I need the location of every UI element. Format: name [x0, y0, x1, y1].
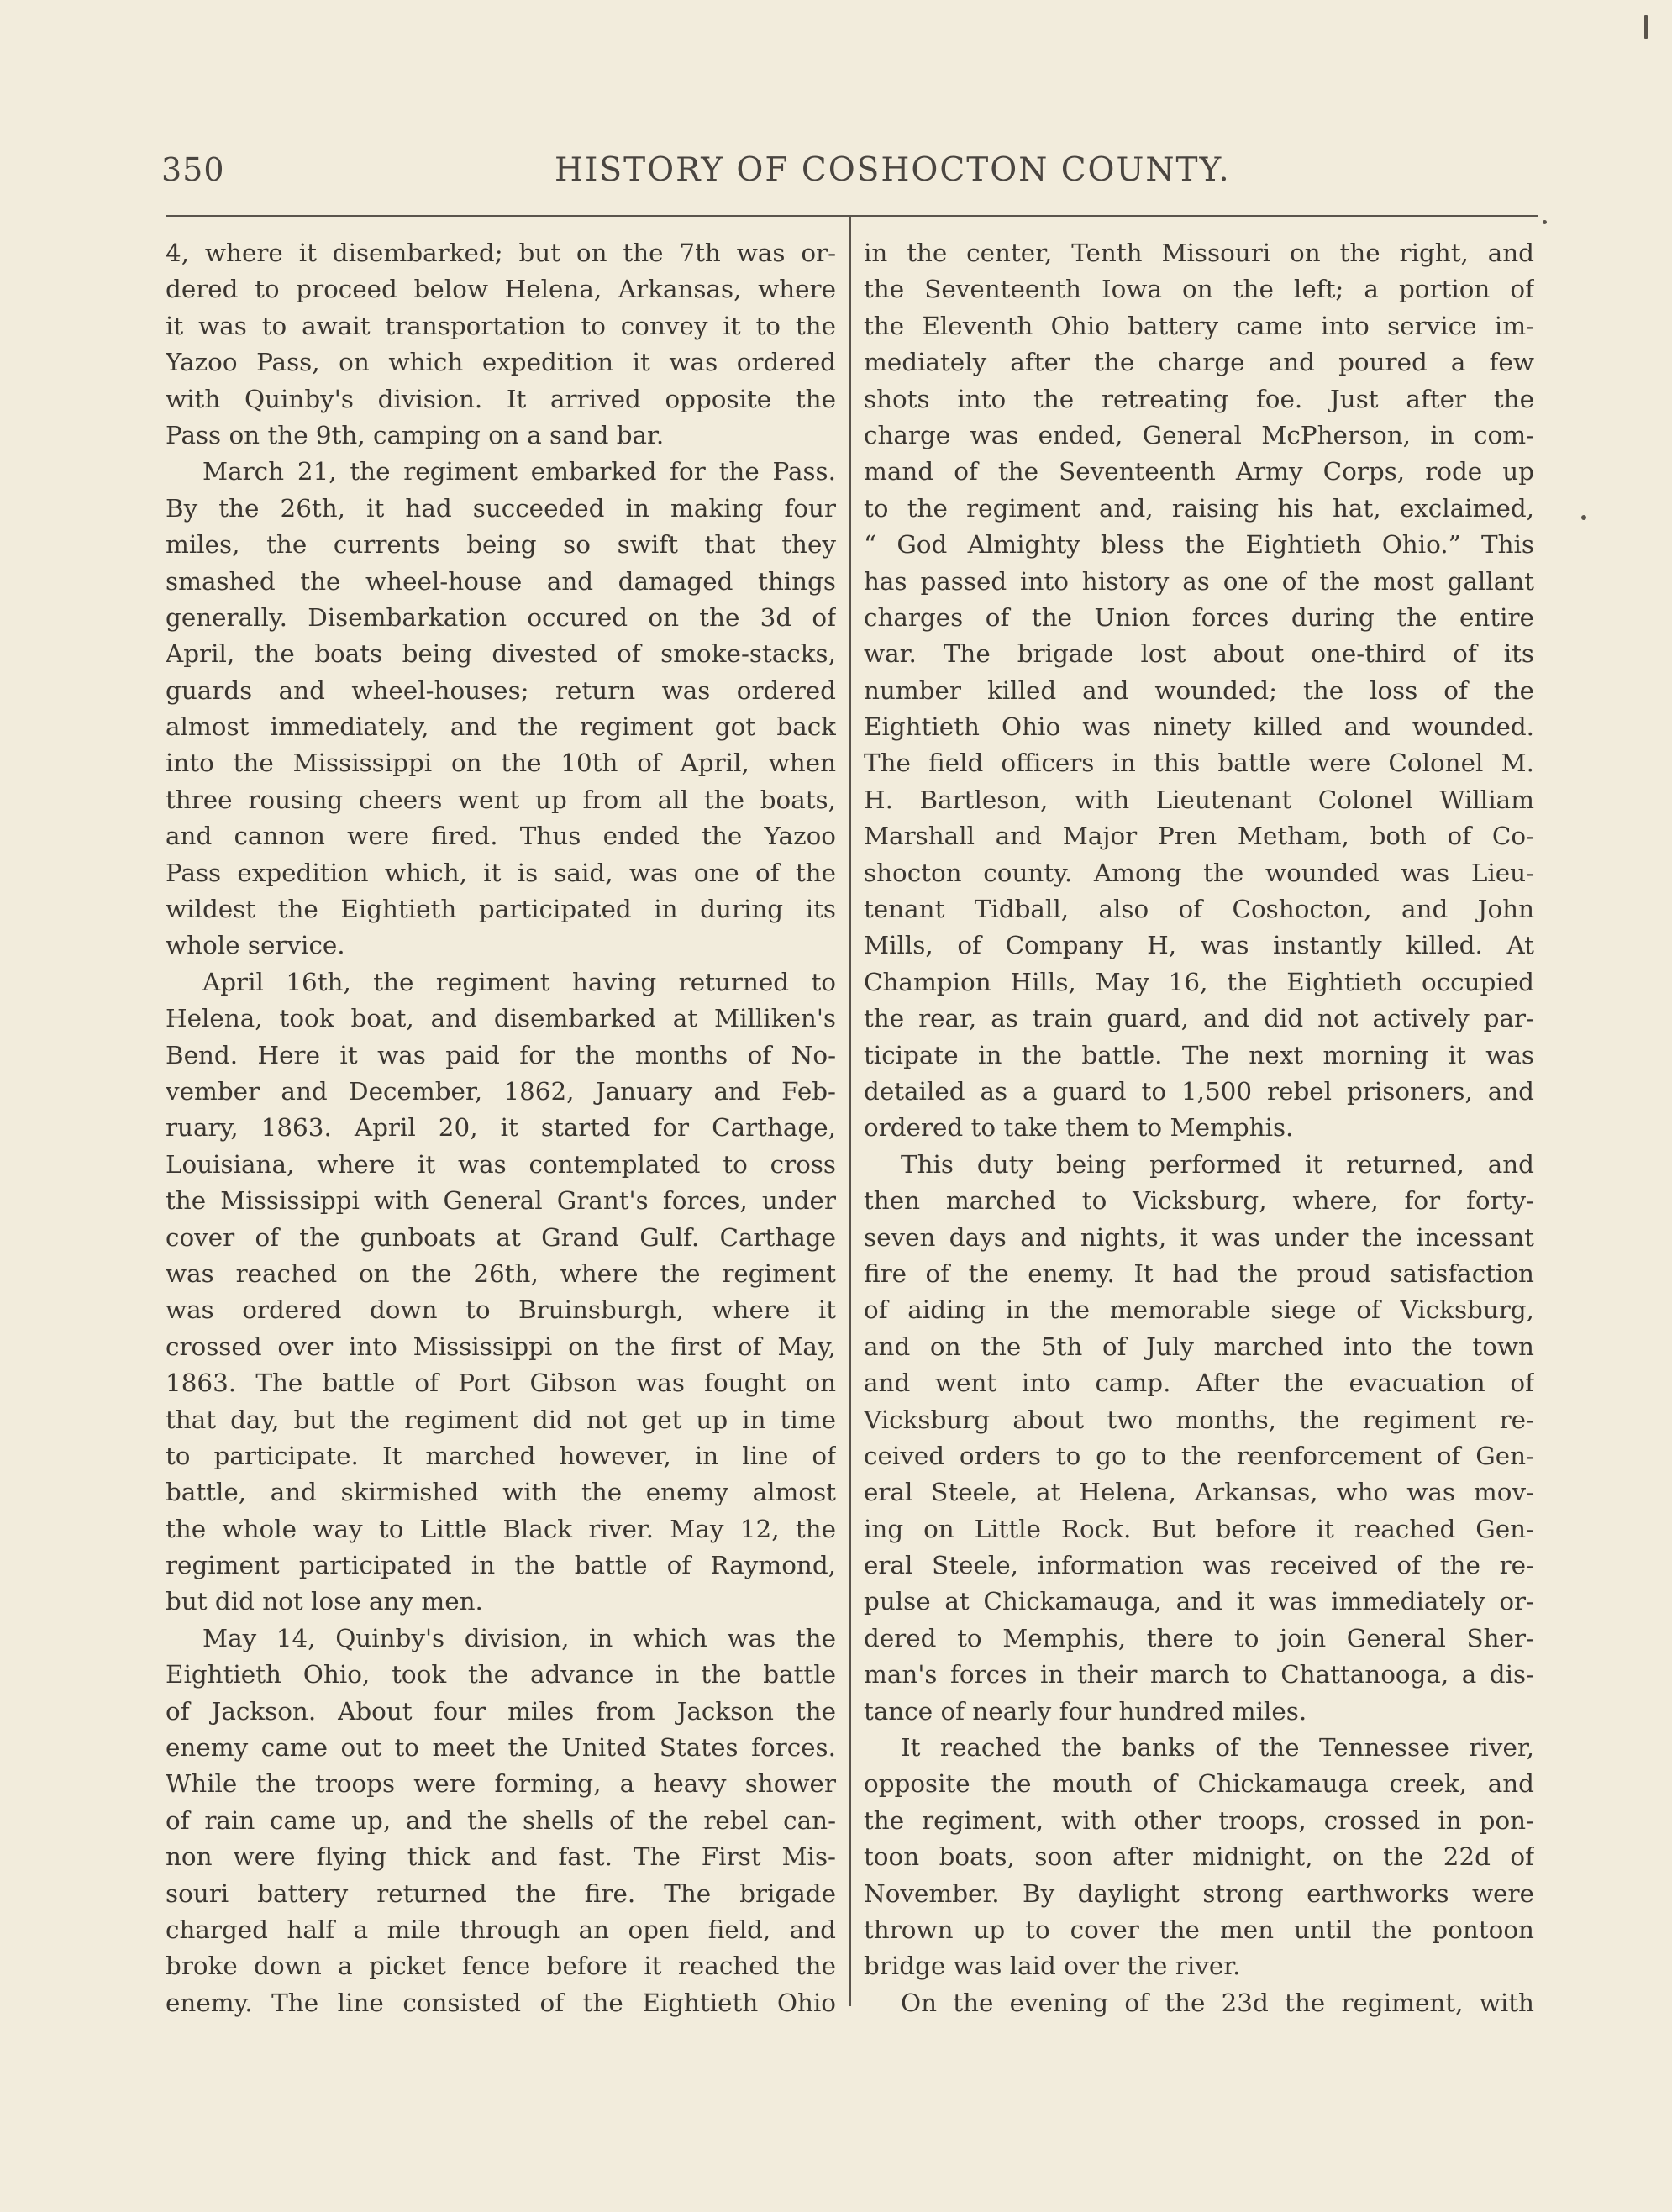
text-line: of Jackson. About four miles from Jackson the: [166, 1696, 836, 1726]
text-line: man's forces in their march to Chattanooga, a dis-: [864, 1660, 1534, 1689]
text-line: wildest the Eightieth participated in during its: [166, 895, 836, 924]
print-speck: [1644, 15, 1648, 39]
text-line: broke down a picket fence before it reached the: [166, 1952, 836, 1981]
text-line: Helena, took boat, and disembarked at Milliken's: [166, 1004, 836, 1033]
text-line: charged half a mile through an open field, and: [166, 1915, 836, 1944]
text-line: the Mississippi with General Grant's forces, under: [166, 1186, 836, 1216]
text-line: crossed over into Mississippi on the first of May,: [166, 1332, 836, 1361]
text-line: mand of the Seventeenth Army Corps, rode up: [864, 457, 1534, 486]
text-line: the Eleventh Ohio battery came into service im-: [864, 311, 1534, 340]
text-line: was ordered down to Bruinsburgh, where it: [166, 1295, 836, 1325]
left-text-column: [166, 235, 836, 2021]
text-line: war. The brigade lost about one-third of its: [864, 639, 1534, 669]
text-line: Louisiana, where it was contemplated to cross: [166, 1149, 836, 1179]
text-line: whole service.: [166, 931, 345, 960]
text-line: The field officers in this battle were Colonel M.: [864, 749, 1534, 778]
text-line: dered to Memphis, there to join General Sher-: [864, 1623, 1534, 1652]
right-text-column: [864, 235, 1534, 2021]
text-line: thrown up to cover the men until the pontoon: [864, 1915, 1534, 1944]
text-line: 1863. The battle of Port Gibson was fought on: [166, 1369, 836, 1398]
text-line: ceived orders to go to the reenforcement of Gen-: [864, 1441, 1534, 1470]
text-line: charges of the Union forces during the entire: [864, 602, 1534, 632]
text-line: Champion Hills, May 16, the Eightieth occupied: [864, 967, 1534, 996]
text-line: but did not lose any men.: [166, 1587, 483, 1616]
text-line: regiment participated in the battle of Raymond,: [166, 1551, 836, 1580]
text-line: While the troops were forming, a heavy shower: [166, 1769, 836, 1799]
print-speck: [1581, 515, 1586, 520]
text-line: toon boats, soon after midnight, on the 22d of: [864, 1842, 1534, 1872]
text-line: almost immediately, and the regiment got back: [166, 712, 836, 742]
text-line: in the center, Tenth Missouri on the right, and: [864, 239, 1534, 267]
text-line: that day, but the regiment did not get up in time: [166, 1405, 836, 1434]
text-line: has passed into history as one of the most gallant: [864, 566, 1534, 596]
text-line: and cannon were fired. Thus ended the Yazoo: [166, 822, 836, 851]
text-line: opposite the mouth of Chickamauga creek, and: [864, 1769, 1534, 1799]
text-line: Eightieth Ohio was ninety killed and wounded.: [864, 712, 1534, 742]
text-line: vember and December, 1862, January and Feb-: [166, 1076, 836, 1106]
text-line: cover of the gunboats at Grand Gulf. Carthage: [166, 1222, 836, 1252]
text-line: enemy came out to meet the United States forces.: [166, 1733, 836, 1763]
text-line: non were flying thick and fast. The First Mis-: [166, 1842, 836, 1872]
text-line: battle, and skirmished with the enemy almost: [166, 1478, 836, 1507]
text-line: On the evening of the 23d the regiment, with: [901, 1988, 1534, 2017]
text-line: three rousing cheers went up from all the boats,: [166, 785, 836, 814]
text-line: Vicksburg about two months, the regiment re-: [864, 1405, 1534, 1434]
text-line: into the Mississippi on the 10th of April, when: [166, 749, 836, 778]
text-line: seven days and nights, it was under the incessant: [864, 1222, 1534, 1252]
text-line: April 16th, the regiment having returned to: [202, 967, 836, 996]
text-line: the rear, as train guard, and did not actively par-: [864, 1004, 1534, 1033]
text-line: dered to proceed below Helena, Arkansas, where: [166, 275, 836, 304]
text-line: miles, the currents being so swift that they: [166, 530, 836, 560]
text-line: ticipate in the battle. The next morning it was: [864, 1040, 1534, 1069]
text-line: the whole way to Little Black river. May 12, the: [166, 1514, 836, 1543]
text-line: generally. Disembarkation occured on the 3d of: [166, 602, 836, 632]
text-line: “ God Almighty bless the Eightieth Ohio.” This: [864, 530, 1534, 560]
running-title: HISTORY OF COSHOCTON COUNTY.: [555, 151, 1231, 189]
text-line: Marshall and Major Pren Metham, both of Co-: [864, 822, 1534, 851]
text-line: shots into the retreating foe. Just after the: [864, 384, 1534, 413]
text-line: shocton county. Among the wounded was Lieu-: [864, 858, 1534, 887]
text-line: Pass expedition which, it is said, was one of the: [166, 858, 836, 887]
text-line: It reached the banks of the Tennessee river,: [901, 1733, 1534, 1763]
text-line: eral Steele, information was received of the re-: [864, 1551, 1534, 1580]
text-line: tenant Tidball, also of Coshocton, and John: [864, 895, 1534, 924]
text-line: Mills, of Company H, was instantly killed. At: [864, 931, 1534, 960]
text-line: and on the 5th of July marched into the town: [864, 1332, 1534, 1361]
text-line: then marched to Vicksburg, where, for forty-: [864, 1186, 1534, 1216]
text-line: to participate. It marched however, in line of: [166, 1441, 836, 1470]
text-line: March 21, the regiment embarked for the Pass.: [202, 457, 836, 486]
text-line: detailed as a guard to 1,500 rebel prisoners, and: [864, 1076, 1534, 1106]
text-line: Pass on the 9th, camping on a sand bar.: [166, 420, 665, 449]
print-speck: [1543, 220, 1547, 224]
text-line: April, the boats being divested of smoke-stacks,: [166, 639, 836, 669]
text-line: the regiment, with other troops, crossed in pon-: [864, 1805, 1534, 1835]
text-line: ing on Little Rock. But before it reached Gen-: [864, 1514, 1534, 1543]
text-line: ordered to take them to Memphis.: [864, 1113, 1294, 1143]
text-line: souri battery returned the fire. The brigade: [166, 1878, 836, 1908]
text-line: mediately after the charge and poured a few: [864, 348, 1534, 377]
column-divider-rule: [849, 217, 851, 2006]
text-line: charge was ended, General McPherson, in com-: [864, 420, 1534, 449]
text-line: the Seventeenth Iowa on the left; a portion of: [864, 275, 1534, 304]
text-line: bridge was laid over the river.: [864, 1952, 1241, 1981]
text-line: Bend. Here it was paid for the months of No-: [166, 1040, 836, 1069]
text-line: of aiding in the memorable siege of Vicksburg,: [864, 1295, 1534, 1325]
text-line: eral Steele, at Helena, Arkansas, who was mov-: [864, 1478, 1534, 1507]
text-line: with Quinby's division. It arrived opposite the: [166, 384, 836, 413]
text-line: By the 26th, it had succeeded in making four: [166, 493, 836, 523]
text-line: smashed the wheel-house and damaged things: [166, 566, 836, 596]
text-line: Yazoo Pass, on which expedition it was ordered: [166, 348, 836, 377]
text-line: tance of nearly four hundred miles.: [864, 1696, 1307, 1726]
text-line: H. Bartleson, with Lieutenant Colonel William: [864, 785, 1534, 814]
text-line: it was to await transportation to convey it to the: [166, 311, 836, 340]
header-rule: [166, 215, 1538, 217]
text-line: ruary, 1863. April 20, it started for Carthage,: [166, 1113, 836, 1143]
text-line: November. By daylight strong earthworks were: [864, 1878, 1534, 1908]
text-line: to the regiment and, raising his hat, exclaimed,: [864, 493, 1534, 523]
text-line: Eightieth Ohio, took the advance in the battle: [166, 1660, 836, 1689]
text-line: was reached on the 26th, where the regiment: [166, 1258, 836, 1288]
text-line: 4, where it disembarked; but on the 7th was or-: [166, 239, 836, 267]
text-line: May 14, Quinby's division, in which was the: [202, 1623, 836, 1652]
text-line: This duty being performed it returned, and: [901, 1149, 1534, 1179]
text-line: enemy. The line consisted of the Eightieth Ohio: [166, 1988, 836, 2017]
text-line: fire of the enemy. It had the proud satisfaction: [864, 1258, 1534, 1288]
page-number: 350: [161, 151, 225, 188]
text-line: pulse at Chickamauga, and it was immediately or-: [864, 1587, 1534, 1616]
text-line: number killed and wounded; the loss of the: [864, 675, 1534, 705]
text-line: of rain came up, and the shells of the rebel can-: [166, 1805, 836, 1835]
text-line: and went into camp. After the evacuation of: [864, 1369, 1534, 1398]
text-line: guards and wheel-houses; return was ordered: [166, 675, 836, 705]
